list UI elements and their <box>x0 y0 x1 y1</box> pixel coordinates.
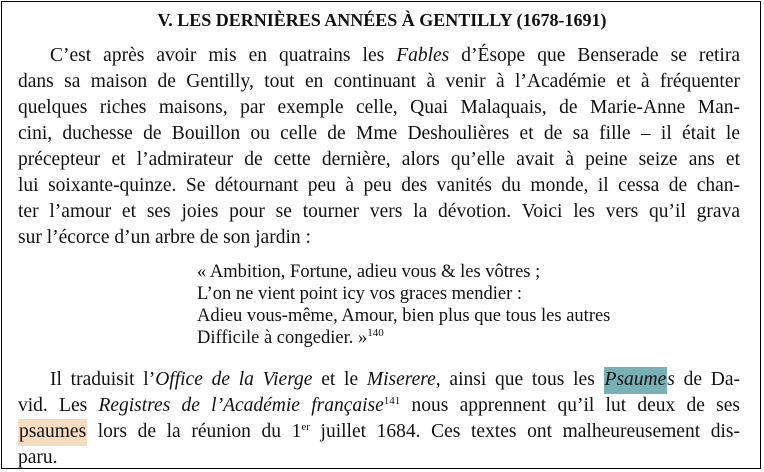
footnote-ref-140[interactable]: 140 <box>367 327 384 339</box>
highlight-psaume[interactable]: Psaume <box>604 367 668 394</box>
text-run: Difficile à congedier. » <box>197 328 368 348</box>
text-line <box>18 43 740 69</box>
footnote-ref-141[interactable]: 141 <box>383 395 401 407</box>
italic-title-miserere: Miserere <box>366 369 436 390</box>
text-run: Il traduisit l’ <box>50 369 156 390</box>
ordinal-superscript: er <box>301 421 310 433</box>
verse-quote <box>197 261 610 349</box>
verse-line <box>197 327 610 349</box>
text-run: C’est après avoir mis en quatrains les <box>50 45 397 66</box>
paragraph-1 <box>18 43 740 251</box>
text-line <box>18 419 740 445</box>
text-line: cini, duchesse de Bouillon ou celle de Mme Deshoulières et de sa fille – il était le <box>18 123 740 144</box>
verse-line: L’on ne vient point icy vos graces mendier : <box>197 284 523 304</box>
text-run: , ainsi que tous les <box>435 369 604 390</box>
text-line: précepteur et l’admirateur de cette dernière, alors qu’elle avait à peine seize ans et <box>18 149 740 170</box>
text-run: d’Ésope que Benserade se retira <box>449 45 740 66</box>
italic-title-office: Office de la Vierge <box>155 369 313 390</box>
text-run: s <box>667 369 675 390</box>
verse-line: Adieu vous-même, Amour, bien plus que tous les autres <box>197 306 611 326</box>
text-line: dans sa maison de Gentilly, tout en continuant à venir à l’Académie et à fréquenter <box>18 71 740 92</box>
text-line: sur l’écorce d’un arbre de son jardin : <box>18 227 311 248</box>
text-run: juillet 1684. Ces textes ont malheureusement dis- <box>309 421 740 442</box>
text-run: nous apprennent qu’il lut deux de ses <box>400 395 740 416</box>
text-run: vid. Les <box>18 395 99 416</box>
highlight-psaumes[interactable]: psaumes <box>18 419 87 446</box>
text-line: ter l’amour et ses joies pour se tourner vers la dévotion. Voici les vers qu’il grava <box>18 201 740 222</box>
italic-title-fables: Fables <box>396 45 450 66</box>
text-line: lui soixante-quinze. Se détournant peu à peu des vanités du monde, il cessa de chan- <box>18 175 740 196</box>
text-line <box>18 367 740 393</box>
text-line: quelques riches maisons, par exemple celle, Quai Malaquais, de Marie-Anne Man- <box>18 97 740 118</box>
verse-line: « Ambition, Fortune, adieu vous & les vôtres ; <box>197 262 541 282</box>
italic-title-registres: Registres de l’Académie française <box>98 395 384 416</box>
text-run: lors de la réunion du 1 <box>87 421 302 442</box>
paragraph-2 <box>18 367 740 471</box>
section-title: V. LES DERNIÈRES ANNÉES À GENTILLY (1678-1691) <box>157 10 607 30</box>
text-run: et le <box>312 369 367 390</box>
text-line <box>18 393 740 419</box>
text-run: de Da- <box>674 369 740 390</box>
text-line: paru. <box>18 447 58 468</box>
